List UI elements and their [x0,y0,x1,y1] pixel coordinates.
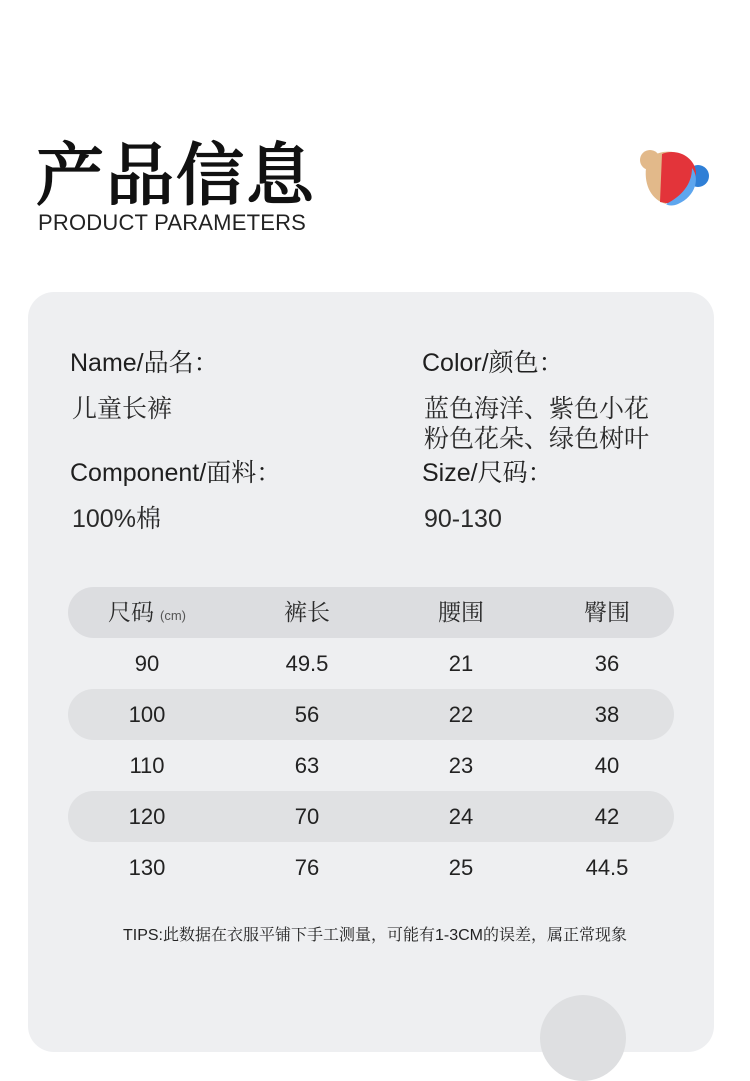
table-row [68,791,674,842]
cell-size: 110 [129,753,165,778]
color-label: Color/颜色： [422,349,564,377]
color-value-line1: 蓝色海洋、紫色小花 [424,395,650,423]
header-size-label: 尺码 [108,599,154,625]
cell-length: 56 [294,702,320,727]
table-header-waist: 腰围 [438,599,484,625]
table-row [68,740,674,791]
table-row [68,842,674,893]
cell-size: 100 [128,702,166,727]
cell-size: 90 [134,651,160,676]
cell-size: 130 [128,855,166,880]
cell-length: 49.5 [285,651,329,676]
cell-waist: 25 [448,855,474,880]
header-unit-label: (cm) [160,608,186,623]
cell-waist: 24 [448,804,474,829]
cell-waist: 21 [448,651,474,676]
page-subtitle: PRODUCT PARAMETERS [38,210,307,235]
cell-length: 70 [294,804,320,829]
component-label: Component/面料： [70,459,282,487]
component-value: 100%棉 [72,505,161,533]
table-header-hip: 臀围 [584,599,630,625]
cell-length: 76 [294,855,320,880]
table-header-size [88,587,206,638]
cell-length: 63 [294,753,320,778]
cell-hip: 42 [594,804,620,829]
size-table [68,587,674,893]
cell-hip: 40 [594,753,620,778]
cell-waist: 22 [448,702,474,727]
table-row [68,638,674,689]
bear-logo-icon [638,146,712,210]
table-header-row [68,587,674,638]
table-row [68,689,674,740]
size-label: Size/尺码： [422,459,553,487]
page-title: 产品信息 [36,137,317,216]
table-header-length: 裤长 [284,599,330,625]
cell-hip: 44.5 [585,855,629,880]
name-value: 儿童长裤 [72,395,173,423]
cell-waist: 23 [448,753,474,778]
color-value-line2: 粉色花朵、绿色树叶 [424,425,650,453]
measurement-tips: TIPS:此数据在衣服平铺下手工测量，可能有1-3CM的误差，属正常现象 [122,927,628,944]
size-value: 90-130 [424,505,502,533]
cell-hip: 36 [594,651,620,676]
name-label: Name/品名： [70,349,219,377]
cell-size: 120 [128,804,166,829]
cell-hip: 38 [594,702,620,727]
